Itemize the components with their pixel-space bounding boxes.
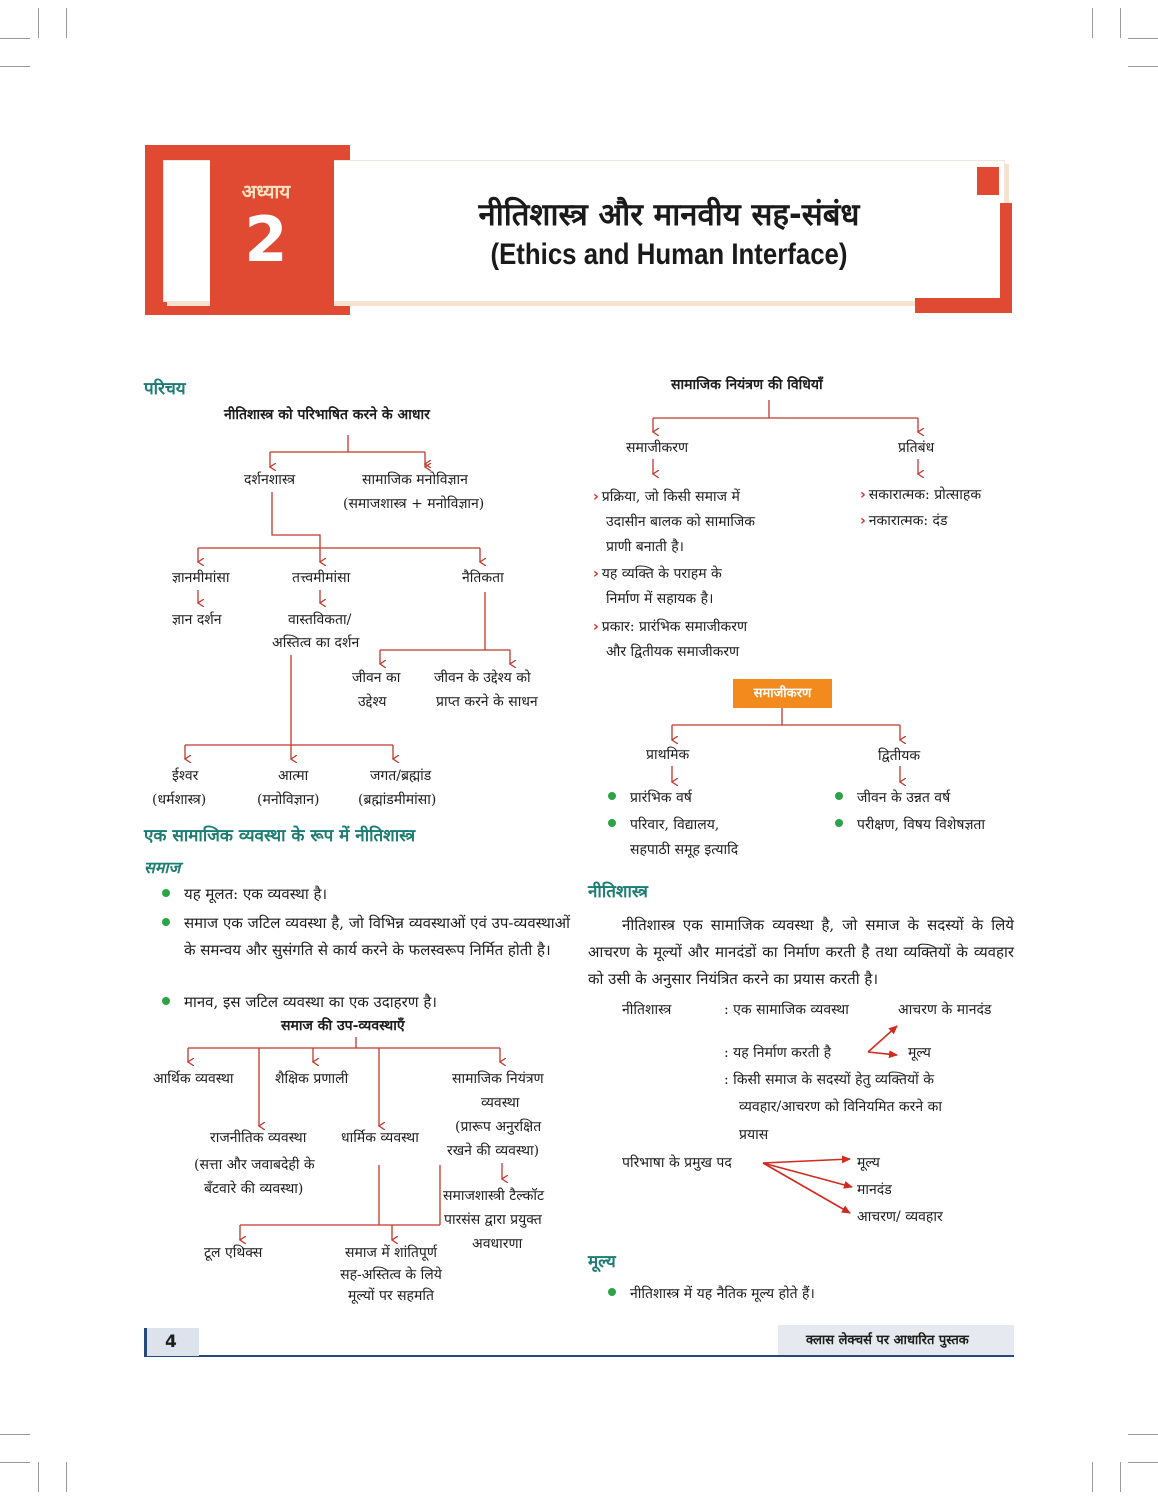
bullet-dot xyxy=(608,1288,616,1296)
node-rajnitik-sub-2: बँटवारे की व्यवस्था) xyxy=(204,1181,304,1197)
node-shanti: समाज में शांतिपूर्ण xyxy=(345,1245,437,1261)
footer-book-label: क्लास लेक्चर्स पर आधारित पुस्तक xyxy=(806,1333,969,1348)
node-ishwar-sub: (धर्मशास्त्र) xyxy=(152,792,207,808)
node-samajik-manovigyan: सामाजिक मनोविज्ञान xyxy=(362,472,468,488)
control-point-1 xyxy=(593,485,755,560)
node-dwitiyak: द्वितीयक xyxy=(878,748,921,764)
control-methods-title: सामाजिक नियंत्रण की विधियाँ xyxy=(671,377,823,393)
node-gyanmimansa: ज्ञानमीमांसा xyxy=(172,570,230,586)
chapter-number: 2 xyxy=(244,203,288,276)
key-term-achran: आचरण/ व्यवहार xyxy=(857,1209,943,1225)
node-tool-ethics: टूल एथिक्स xyxy=(204,1245,263,1261)
values-heading: मूल्य xyxy=(588,1252,616,1272)
page-number: 4 xyxy=(165,1332,177,1352)
dwitiyak-point-2 xyxy=(835,815,985,835)
def-line-2: : यह निर्माण करती है xyxy=(724,1045,832,1061)
node-atma-sub: (मनोविज्ञान) xyxy=(257,792,320,808)
samaj-bullet-2 xyxy=(162,910,570,964)
samaj-bullet-3 xyxy=(162,989,570,1016)
samaj-bullet-1 xyxy=(162,881,570,908)
node-samajikaran: समाजीकरण xyxy=(626,440,689,456)
chapter-title-hindi: नीतिशास्त्र और मानवीय सह-संबंध xyxy=(478,197,860,233)
node-pratibandh: प्रतिबंध xyxy=(898,440,935,456)
bullet-text: नीतिशास्त्र में यह नैतिक मूल्य होते हैं। xyxy=(630,1286,815,1302)
node-shanti-2: सह-अस्तित्व के लिये xyxy=(340,1267,442,1283)
point-text: निर्माण में सहायक है। xyxy=(606,591,714,607)
prathmik-point-3: सहपाठी समूह इत्यादि xyxy=(630,842,739,858)
chapter-title-english: (Ethics and Human Interface) xyxy=(490,238,848,271)
node-niyantran-4: रखने की व्यवस्था) xyxy=(447,1143,540,1159)
dwitiyak-point-1 xyxy=(835,788,950,808)
node-talcott-3: अवधारणा xyxy=(472,1236,523,1252)
bullet-text: समाज एक जटिल व्यवस्था है, जो विभिन्न व्यवस्थाओं एवं उप-व्यवस्थाओं के समन्वय और सुसंगति से कार्य करने के फलस्वरूप निर्मित होती है। xyxy=(184,914,570,959)
chapter-label: अध्याय xyxy=(241,181,291,203)
def-achran-mandand: आचरण के मानदंड xyxy=(898,1002,992,1018)
node-ishwar: ईश्वर xyxy=(172,768,199,784)
node-rajnitik: राजनीतिक व्यवस्था xyxy=(210,1130,307,1146)
ethics-heading: नीतिशास्त्र xyxy=(588,882,648,902)
node-tatvamimansa: तत्त्वमीमांसा xyxy=(292,570,351,586)
point-text: उदासीन बालक को सामाजिक xyxy=(606,514,756,530)
node-rajnitik-sub: (सत्ता और जवाबदेही के xyxy=(194,1157,315,1173)
point-text: प्रकार: प्रारंभिक समाजीकरण xyxy=(601,619,748,635)
def-line-1: : एक सामाजिक व्यवस्था xyxy=(724,1002,849,1018)
point-text: और द्वितीयक समाजीकरण xyxy=(606,644,740,660)
socialization-badge: समाजीकरण xyxy=(733,679,832,708)
point-text: यह व्यक्ति के पराहम के xyxy=(601,566,722,582)
prathmik-point-1 xyxy=(608,788,692,808)
footer-rule xyxy=(144,1355,1014,1357)
samaj-subheading: समाज xyxy=(144,858,181,877)
point-arrow-icon: › xyxy=(860,487,866,503)
point-text: सकारात्मक: प्रोत्साहक xyxy=(868,487,982,503)
point-arrow-icon: › xyxy=(593,489,599,505)
point-text: प्रारंभिक वर्ष xyxy=(630,790,692,806)
social-system-heading: एक सामाजिक व्यवस्था के रूप में नीतिशास्त्र xyxy=(144,826,416,846)
node-vastavikta: वास्तविकता/ xyxy=(288,612,352,628)
point-arrow-icon: › xyxy=(860,513,866,529)
node-samajik-manovigyan-sub: (समाजशास्त्र + मनोविज्ञान) xyxy=(343,496,485,512)
key-terms-label: परिभाषा के प्रमुख पद xyxy=(622,1155,732,1171)
point-text: जीवन के उन्नत वर्ष xyxy=(857,790,951,806)
node-gyan-darshan: ज्ञान दर्शन xyxy=(172,612,222,628)
point-text: प्रक्रिया, जो किसी समाज में xyxy=(601,489,740,505)
node-jagat-sub: (ब्रह्मांडमीमांसा) xyxy=(358,792,437,808)
bullet-dot xyxy=(162,918,170,926)
node-arthik: आर्थिक व्यवस्था xyxy=(153,1071,234,1087)
bullet-text: यह मूलत: एक व्यवस्था है। xyxy=(184,885,328,903)
def-line-3b: व्यवहार/आचरण को विनियमित करने का xyxy=(739,1099,942,1115)
pratibandh-negative xyxy=(860,511,947,531)
node-jeevan-uddeshya: जीवन का xyxy=(352,670,401,686)
control-point-3 xyxy=(593,615,747,665)
node-naitikta: नैतिकता xyxy=(462,570,504,586)
node-jagat: जगत/ब्रह्मांड xyxy=(370,768,432,784)
prathmik-point-2 xyxy=(608,815,719,835)
ethics-paragraph xyxy=(588,912,1014,993)
node-darshanshastra: दर्शनशास्त्र xyxy=(244,472,296,488)
node-niyantran: सामाजिक नियंत्रण xyxy=(452,1071,544,1087)
point-text: नकारात्मक: दंड xyxy=(868,513,948,529)
values-bullet xyxy=(608,1284,815,1304)
intro-tree-title: नीतिशास्त्र को परिभाषित करने के आधार xyxy=(224,407,430,423)
node-shanti-3: मूल्यों पर सहमति xyxy=(348,1288,434,1304)
control-point-2 xyxy=(593,562,722,612)
def-term: नीतिशास्त्र xyxy=(622,1002,672,1018)
point-text: प्राणी बनाती है। xyxy=(606,539,684,555)
bullet-dot xyxy=(835,792,843,800)
bullet-dot xyxy=(608,792,616,800)
def-line-3c: प्रयास xyxy=(739,1127,769,1143)
def-line-3: : किसी समाज के सदस्यों हेतु व्यक्तियों के xyxy=(724,1072,934,1088)
node-atma: आत्मा xyxy=(278,768,309,784)
paragraph-text: नीतिशास्त्र एक सामाजिक व्यवस्था है, जो समाज के सदस्यों के लिये आचरण के मूल्यों और मानदंडों का निर्माण करती है तथा व्यक्तियों के व्यवहार को उसी के अनुसार नियंत्रित करने का प्रयास करती है। xyxy=(588,916,1014,988)
point-text: परीक्षण, विषय विशेषज्ञता xyxy=(857,817,986,833)
bullet-dot xyxy=(162,889,170,897)
node-jeevan-sadhan: जीवन के उद्देश्य को xyxy=(434,670,531,686)
bullet-dot xyxy=(162,997,170,1005)
node-talcott: समाजशास्त्री टैल्कॉट xyxy=(443,1188,545,1204)
point-arrow-icon: › xyxy=(593,566,599,582)
node-niyantran-2: व्यवस्था xyxy=(481,1095,520,1111)
key-term-mandand: मानदंड xyxy=(857,1182,892,1198)
bullet-text: मानव, इस जटिल व्यवस्था का एक उदाहरण है। xyxy=(184,993,437,1011)
pratibandh-positive xyxy=(860,485,981,505)
node-astitva-darshan: अस्तित्व का दर्शन xyxy=(272,635,360,651)
node-dharmik: धार्मिक व्यवस्था xyxy=(341,1130,419,1146)
node-prathmik: प्राथमिक xyxy=(646,747,690,763)
node-niyantran-3: (प्रारूप अनुरक्षित xyxy=(455,1119,542,1135)
key-term-mulya: मूल्य xyxy=(857,1155,880,1171)
point-text: परिवार, विद्यालय, xyxy=(630,817,720,833)
intro-heading: परिचय xyxy=(144,379,186,399)
point-arrow-icon: › xyxy=(593,619,599,635)
bullet-dot xyxy=(608,819,616,827)
def-mulya: मूल्य xyxy=(908,1045,931,1061)
bullet-dot xyxy=(835,819,843,827)
node-jeevan-sadhan-2: प्राप्त करने के साधन xyxy=(436,694,538,710)
node-talcott-2: पारसंस द्वारा प्रयुक्त xyxy=(444,1212,542,1228)
node-shaikshik: शैक्षिक प्रणाली xyxy=(275,1071,349,1087)
node-jeevan-uddeshya-2: उद्देश्य xyxy=(358,694,387,710)
subsystems-title: समाज की उप-व्यवस्थाएँ xyxy=(281,1018,405,1034)
